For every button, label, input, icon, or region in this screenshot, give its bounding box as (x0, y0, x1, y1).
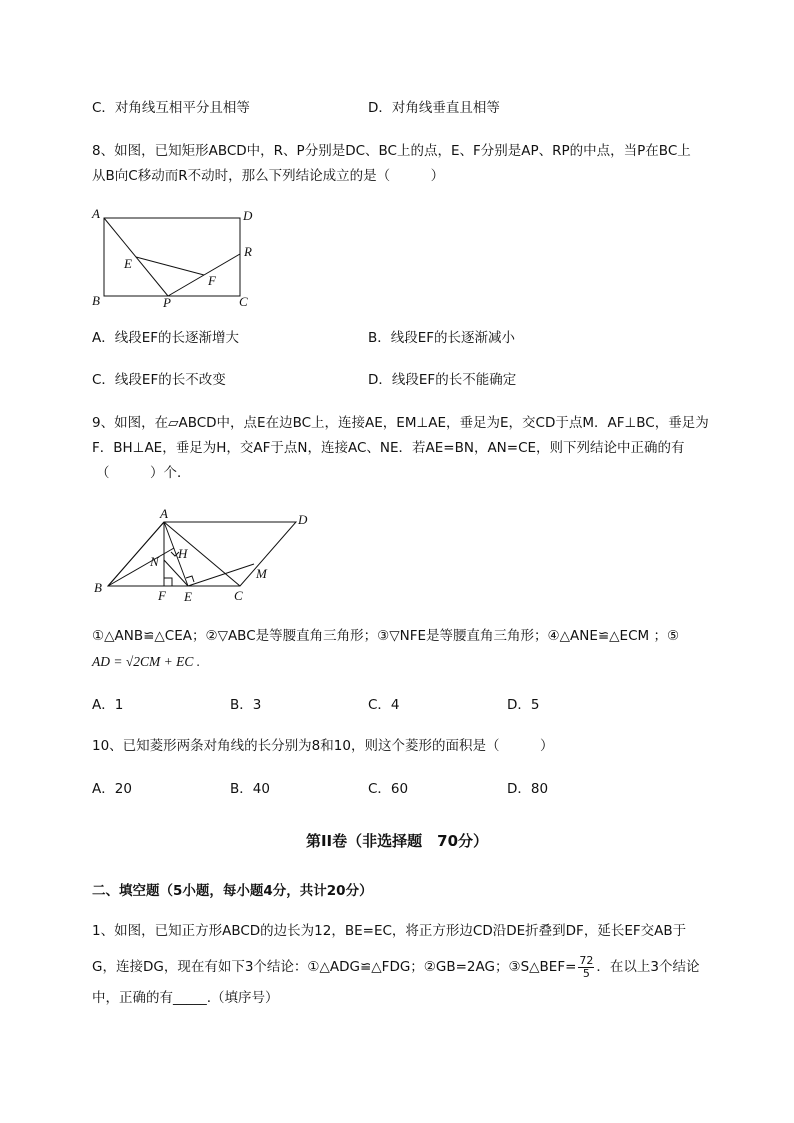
fill1-fraction-numerator: 72 (579, 953, 594, 967)
q9-statements-line1: ①△ANB≌△CEA；②▽ABC是等腰直角三角形；③▽NFE是等腰直角三角形；④△ANE≌△ECM ；⑤ (92, 628, 680, 644)
q10-option-a: A．20 (92, 781, 132, 797)
q8-stem-line2: 从B向C移动而R不动时，那么下列结论成立的是（ ） (92, 168, 445, 184)
q9-statements-line2: AD = √2CM + EC . (92, 654, 201, 669)
q9-label-c: C (234, 588, 243, 603)
q9-option-c: C．4 (368, 697, 400, 713)
q8-label-b: B (92, 293, 100, 308)
q8-label-p: P (163, 295, 171, 310)
fill1-stem-line2-start: G，连接DG，现在有如下3个结论：①△ADG≌△FDG；②GB=2AG；③S△BEF= (92, 959, 577, 975)
q8-option-a: A．线段EF的长逐渐增大 (92, 330, 240, 346)
fill1-stem-line2 (92, 954, 700, 980)
q9-label-m: M (256, 566, 267, 581)
q8-label-f: F (208, 273, 216, 288)
q9-label-d: D (298, 512, 308, 527)
part-title: 二、填空题（5小题，每小题4分，共计20分） (92, 883, 373, 899)
q7-option-d: D．对角线垂直且相等 (368, 100, 500, 116)
q9-stem-line3: （ ）个． (96, 465, 191, 481)
section-title: 第II卷（非选择题 70分） (305, 832, 489, 850)
q9-label-f: F (158, 588, 166, 603)
q9-option-a: A．1 (92, 697, 124, 713)
q8-option-d: D．线段EF的长不能确定 (368, 372, 517, 388)
q9-stem-line1: 9、如图，在▱ABCD中，点E在边BC上，连接AE，EM⊥AE，垂足为E，交CD于点M．AF⊥BC，垂足为 (92, 415, 709, 431)
q7-option-c: C．对角线互相平分且相等 (92, 100, 250, 116)
q9-option-b: B．3 (230, 697, 262, 713)
q9-label-n: N (150, 554, 159, 569)
q10-stem: 10、已知菱形两条对角线的长分别为8和10，则这个菱形的面积是（ ） (92, 738, 554, 754)
q8-stem-line1: 8、如图，已知矩形ABCD中，R、P分别是DC、BC上的点，E、F分别是AP、RP的中点，当P在BC上 (92, 143, 691, 159)
q9-option-d: D．5 (507, 697, 540, 713)
q9-label-a: A (160, 506, 168, 521)
q8-figure (88, 204, 268, 312)
fill1-stem-line2-end: ．在以上3个结论 (596, 959, 700, 975)
q8-label-a: A (92, 206, 100, 221)
q10-option-c: C．60 (368, 781, 409, 797)
q9-label-b: B (94, 580, 102, 595)
q8-label-c: C (239, 294, 248, 309)
fill1-fraction-denominator: 5 (582, 966, 590, 980)
fill1-stem-line1: 1、如图，已知正方形ABCD的边长为12，BE=EC，将正方形边CD沿DE折叠到DF，延长EF交AB于 (92, 923, 687, 939)
q8-label-d: D (243, 208, 253, 223)
fill1-stem-line3: 中，正确的有_____.（填序号） (92, 990, 279, 1006)
q9-figure (88, 504, 318, 608)
q8-option-c: C．线段EF的长不改变 (92, 372, 226, 388)
q8-option-b: B．线段EF的长逐渐减小 (368, 330, 516, 346)
q10-option-d: D．80 (507, 781, 549, 797)
q10-option-b: B．40 (230, 781, 270, 797)
q9-label-h: H (178, 546, 188, 561)
q8-label-e: E (124, 256, 132, 271)
fill1-fraction (578, 955, 594, 980)
q9-stem-line2: F．BH⊥AE，垂足为H，交AF于点N，连接AC、NE．若AE=BN，AN=CE，则下列结论中正确的有 (92, 440, 685, 456)
q9-label-e: E (184, 589, 192, 604)
q8-label-r: R (244, 244, 252, 259)
